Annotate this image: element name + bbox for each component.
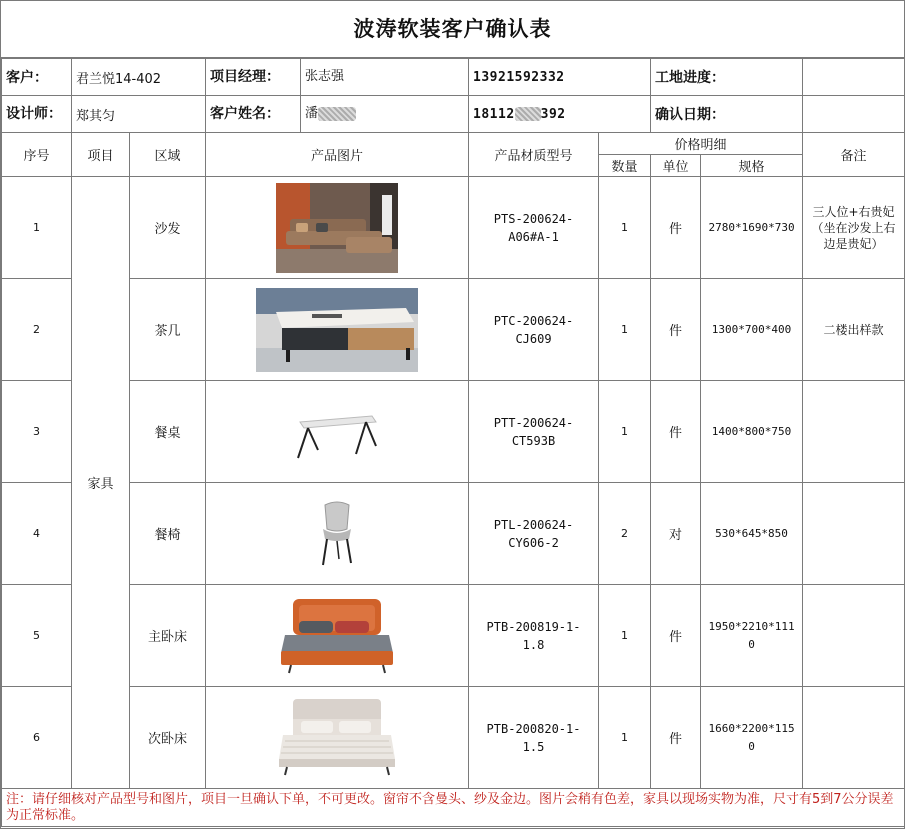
model-line-2: CJ609 <box>515 331 552 346</box>
table-row <box>2 381 905 483</box>
row-area: 餐桌 <box>130 381 206 483</box>
client-phone <box>469 96 651 133</box>
pm-value: 张志强 <box>305 69 345 84</box>
row-unit: 件 <box>651 585 701 687</box>
info-row-1 <box>2 59 905 96</box>
row-spec <box>701 279 803 381</box>
project-group: 家具 <box>72 177 130 789</box>
master-bed-photo <box>206 585 469 687</box>
col-project: 项目 <box>72 133 130 177</box>
row-area: 主卧床 <box>130 585 206 687</box>
col-unit: 单位 <box>651 155 701 177</box>
model-line-2: 1.5 <box>522 739 545 754</box>
row-remark <box>803 483 905 585</box>
client-value-wrap <box>301 96 356 132</box>
client-cell <box>206 96 469 133</box>
model-line-2: 1.8 <box>522 637 545 652</box>
confirmation-table <box>1 58 905 827</box>
row-area: 茶几 <box>130 279 206 381</box>
client-phone-a: 18112 <box>473 106 515 122</box>
sheet-title: 波涛软装客户确认表 <box>1 1 904 58</box>
column-header-row-1 <box>2 133 905 155</box>
row-spec <box>701 177 803 279</box>
model-line-1: PTS-200624- <box>493 211 574 226</box>
row-qty: 1 <box>599 687 651 789</box>
customer-label: 客户： <box>2 59 72 96</box>
row-unit: 件 <box>651 279 701 381</box>
row-model <box>469 279 599 381</box>
table-row <box>2 483 905 585</box>
model-line-2: CY606-2 <box>508 535 559 550</box>
spec-line-2: 0 <box>748 637 755 651</box>
pm-label: 项目经理： <box>206 59 301 95</box>
col-remark: 备注 <box>803 133 905 177</box>
row-model <box>469 687 599 789</box>
footnote: 注：请仔细核对产品型号和图片，项目一旦确认下单，不可更改。窗帘不含曼头、纱及金边。图片会稍有色差，家具以现场实物为准，尺寸有5到7公分误差为正常标准。 <box>2 789 905 827</box>
row-model <box>469 381 599 483</box>
row-spec <box>701 585 803 687</box>
spec-line-1: 2780*1690*730 <box>708 220 795 234</box>
row-unit: 件 <box>651 687 701 789</box>
spec-line-1: 530*645*850 <box>715 526 788 540</box>
row-remark: 二楼出样款 <box>803 279 905 381</box>
row-remark: 三人位+右贵妃（坐在沙发上右边是贵妃） <box>803 177 905 279</box>
spec-line-2: 0 <box>748 739 755 753</box>
model-line-2: CT593B <box>511 433 556 448</box>
table-row <box>2 279 905 381</box>
row-qty: 1 <box>599 381 651 483</box>
row-no: 1 <box>2 177 72 279</box>
model-line-1: PTL-200624- <box>493 517 574 532</box>
spec-line-1: 1300*700*400 <box>711 322 792 336</box>
model-line-2: A06#A-1 <box>508 229 559 244</box>
row-model <box>469 177 599 279</box>
model-line-1: PTB-200820-1- <box>486 721 581 736</box>
col-price-detail: 价格明细 <box>599 133 803 155</box>
col-area: 区域 <box>130 133 206 177</box>
row-qty: 2 <box>599 483 651 585</box>
customer-value: 君兰悦14-402 <box>72 59 206 96</box>
confirm-date-label: 确认日期： <box>651 96 803 133</box>
col-image: 产品图片 <box>206 133 469 177</box>
row-no: 4 <box>2 483 72 585</box>
spec-line-1: 1660*2200*115 <box>708 721 795 735</box>
col-qty: 数量 <box>599 155 651 177</box>
table-row <box>2 177 905 279</box>
info-row-2 <box>2 96 905 133</box>
row-spec <box>701 687 803 789</box>
dining-table-photo <box>206 381 469 483</box>
row-spec <box>701 483 803 585</box>
client-label: 客户姓名： <box>206 96 301 132</box>
row-qty: 1 <box>599 177 651 279</box>
spec-line-1: 1400*800*750 <box>711 424 792 438</box>
footnote-row <box>2 789 905 827</box>
model-line-1: PTB-200819-1- <box>486 619 581 634</box>
row-remark <box>803 687 905 789</box>
dining-chair-photo <box>206 483 469 585</box>
row-area: 沙发 <box>130 177 206 279</box>
row-no: 5 <box>2 585 72 687</box>
row-no: 6 <box>2 687 72 789</box>
table-row <box>2 585 905 687</box>
row-remark <box>803 585 905 687</box>
pm-phone: 13921592332 <box>469 59 651 96</box>
row-unit: 件 <box>651 177 701 279</box>
row-qty: 1 <box>599 585 651 687</box>
redaction-mark-phone <box>515 107 541 121</box>
table-row <box>2 687 905 789</box>
sofa-photo <box>206 177 469 279</box>
coffee-table-photo <box>206 279 469 381</box>
progress-value <box>803 59 905 96</box>
progress-label: 工地进度： <box>651 59 803 96</box>
second-bed-photo <box>206 687 469 789</box>
row-unit: 对 <box>651 483 701 585</box>
redaction-mark <box>318 107 356 121</box>
row-no: 2 <box>2 279 72 381</box>
row-model <box>469 483 599 585</box>
model-line-1: PTC-200624- <box>493 313 574 328</box>
col-spec: 规格 <box>701 155 803 177</box>
row-qty: 1 <box>599 279 651 381</box>
col-no: 序号 <box>2 133 72 177</box>
row-no: 3 <box>2 381 72 483</box>
col-model: 产品材质型号 <box>469 133 599 177</box>
designer-value: 郑其匀 <box>72 96 206 133</box>
pm-cell <box>206 59 469 96</box>
row-unit: 件 <box>651 381 701 483</box>
model-line-1: PTT-200624- <box>493 415 574 430</box>
client-phone-b: 392 <box>540 106 566 122</box>
row-model <box>469 585 599 687</box>
row-spec <box>701 381 803 483</box>
confirm-date-value <box>803 96 905 133</box>
row-remark <box>803 381 905 483</box>
spec-line-1: 1950*2210*111 <box>708 619 795 633</box>
row-area: 餐椅 <box>130 483 206 585</box>
client-value: 潘 <box>305 106 319 121</box>
row-area: 次卧床 <box>130 687 206 789</box>
designer-label: 设计师： <box>2 96 72 133</box>
